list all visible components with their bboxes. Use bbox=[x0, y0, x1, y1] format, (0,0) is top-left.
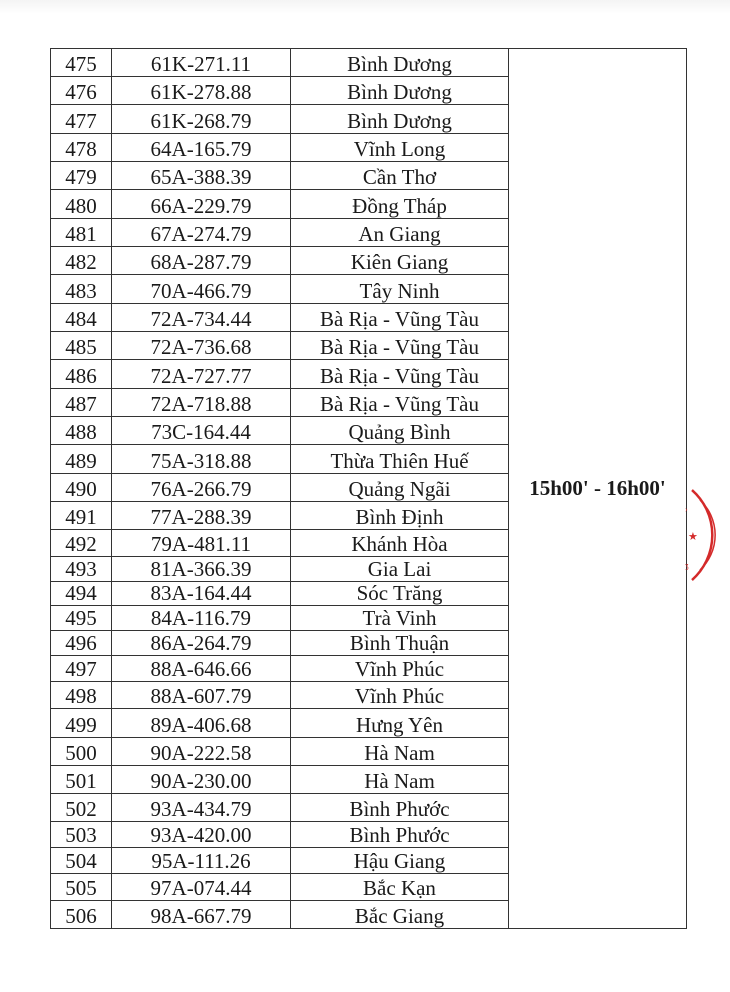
province-cell bbox=[291, 606, 509, 631]
row-number: 493 bbox=[65, 557, 97, 581]
license-plate-cell bbox=[112, 557, 291, 582]
svg-text:›: › bbox=[685, 505, 688, 514]
license-plate-cell bbox=[112, 474, 291, 502]
row-number-cell bbox=[51, 219, 112, 247]
license-plate: 98A-667.79 bbox=[150, 904, 252, 928]
province: Hậu Giang bbox=[353, 849, 446, 873]
row-number-cell bbox=[51, 557, 112, 582]
license-plate-cell bbox=[112, 389, 291, 417]
license-plate-cell bbox=[112, 848, 291, 874]
province-cell bbox=[291, 502, 509, 530]
license-plate: 72A-718.88 bbox=[150, 392, 252, 416]
row-number-cell bbox=[51, 275, 112, 304]
license-plate: 89A-406.68 bbox=[150, 713, 252, 737]
province-cell bbox=[291, 682, 509, 709]
row-number-cell bbox=[51, 682, 112, 709]
province: Bình Phước bbox=[349, 823, 450, 847]
row-number: 506 bbox=[65, 904, 97, 928]
row-number-cell bbox=[51, 190, 112, 219]
row-number-cell bbox=[51, 105, 112, 134]
license-plate: 65A-388.39 bbox=[150, 165, 252, 189]
row-number-cell bbox=[51, 360, 112, 389]
row-number: 488 bbox=[65, 420, 97, 444]
province: Hà Nam bbox=[364, 769, 435, 793]
province-cell bbox=[291, 105, 509, 134]
row-number-cell bbox=[51, 304, 112, 332]
row-number-cell bbox=[51, 502, 112, 530]
license-plate-cell bbox=[112, 530, 291, 557]
license-plate: 70A-466.79 bbox=[150, 279, 252, 303]
province-cell bbox=[291, 49, 509, 77]
license-plate-cell bbox=[112, 162, 291, 190]
row-number-cell bbox=[51, 606, 112, 631]
province: Thừa Thiên Huế bbox=[330, 449, 469, 473]
license-plate-cell bbox=[112, 190, 291, 219]
license-plate-cell bbox=[112, 502, 291, 530]
row-number: 475 bbox=[65, 52, 97, 76]
svg-text:ʒ: ʒ bbox=[685, 561, 689, 570]
time-slot-cell bbox=[509, 49, 687, 929]
license-plate-cell bbox=[112, 656, 291, 682]
license-plate: 76A-266.79 bbox=[150, 477, 252, 501]
row-number: 477 bbox=[65, 109, 97, 133]
province-cell bbox=[291, 332, 509, 360]
row-number-cell bbox=[51, 874, 112, 901]
license-plate-cell bbox=[112, 77, 291, 105]
license-plate: 68A-287.79 bbox=[150, 250, 252, 274]
province: Bắc Giang bbox=[354, 904, 445, 928]
license-plate: 79A-481.11 bbox=[150, 532, 252, 556]
row-number-cell bbox=[51, 848, 112, 874]
row-number: 479 bbox=[65, 165, 97, 189]
province-cell bbox=[291, 417, 509, 445]
province: Bình Định bbox=[355, 505, 444, 529]
province: Hưng Yên bbox=[355, 713, 443, 737]
row-number-cell bbox=[51, 134, 112, 162]
province-cell bbox=[291, 766, 509, 794]
province-cell bbox=[291, 474, 509, 502]
province: Sóc Trăng bbox=[356, 581, 443, 605]
license-plate: 88A-607.79 bbox=[150, 684, 252, 708]
row-number: 502 bbox=[65, 797, 97, 821]
license-plate-cell bbox=[112, 901, 291, 929]
row-number: 480 bbox=[65, 194, 97, 218]
row-number-cell bbox=[51, 49, 112, 77]
province: Kiên Giang bbox=[350, 250, 449, 274]
row-number-cell bbox=[51, 162, 112, 190]
row-number: 483 bbox=[65, 279, 97, 303]
license-plate-cell bbox=[112, 332, 291, 360]
province-cell bbox=[291, 275, 509, 304]
row-number-cell bbox=[51, 709, 112, 738]
row-number: 489 bbox=[65, 449, 97, 473]
license-plate-cell bbox=[112, 822, 291, 848]
license-plate-cell bbox=[112, 247, 291, 275]
license-plate-cell bbox=[112, 105, 291, 134]
province: Hà Nam bbox=[364, 741, 435, 765]
license-plate-cell bbox=[112, 631, 291, 656]
province-cell bbox=[291, 134, 509, 162]
row-number-cell bbox=[51, 332, 112, 360]
province: Tây Ninh bbox=[359, 279, 440, 303]
province-cell bbox=[291, 219, 509, 247]
license-plate: 73C-164.44 bbox=[151, 420, 251, 444]
province-cell bbox=[291, 389, 509, 417]
table-row bbox=[51, 49, 687, 77]
license-plate: 90A-230.00 bbox=[150, 769, 252, 793]
row-number: 491 bbox=[65, 505, 97, 529]
license-plate: 64A-165.79 bbox=[150, 137, 252, 161]
province-cell bbox=[291, 445, 509, 474]
province-cell bbox=[291, 360, 509, 389]
province-cell bbox=[291, 901, 509, 929]
province-cell bbox=[291, 656, 509, 682]
row-number: 504 bbox=[65, 849, 97, 873]
row-number-cell bbox=[51, 738, 112, 766]
license-plate: 93A-420.00 bbox=[150, 823, 252, 847]
province-cell bbox=[291, 190, 509, 219]
license-plate-cell bbox=[112, 219, 291, 247]
row-number-cell bbox=[51, 389, 112, 417]
license-plate-cell bbox=[112, 738, 291, 766]
row-number: 499 bbox=[65, 713, 97, 737]
province-cell bbox=[291, 738, 509, 766]
row-number: 494 bbox=[65, 581, 97, 605]
row-number-cell bbox=[51, 901, 112, 929]
province: Vĩnh Phúc bbox=[354, 657, 445, 681]
license-plate: 61K-268.79 bbox=[150, 109, 252, 133]
license-plate: 61K-271.11 bbox=[150, 52, 252, 76]
license-plate-cell bbox=[112, 606, 291, 631]
province: Bình Dương bbox=[347, 80, 452, 104]
license-plate: 75A-318.88 bbox=[150, 449, 252, 473]
row-number: 482 bbox=[65, 250, 97, 274]
license-plate-cell bbox=[112, 275, 291, 304]
province: Quảng Bình bbox=[348, 420, 451, 444]
row-number-cell bbox=[51, 766, 112, 794]
row-number: 495 bbox=[65, 606, 97, 630]
row-number-cell bbox=[51, 474, 112, 502]
province: Quảng Ngãi bbox=[348, 477, 451, 501]
province: Gia Lai bbox=[367, 557, 432, 581]
province-cell bbox=[291, 247, 509, 275]
license-plate: 66A-229.79 bbox=[150, 194, 252, 218]
province-cell bbox=[291, 77, 509, 105]
province: Đồng Tháp bbox=[352, 194, 447, 218]
license-plate: 81A-366.39 bbox=[150, 557, 252, 581]
row-number: 498 bbox=[65, 684, 97, 708]
row-number: 476 bbox=[65, 80, 97, 104]
province: Bà Rịa - Vũng Tàu bbox=[319, 307, 480, 331]
province-cell bbox=[291, 794, 509, 822]
row-number: 484 bbox=[65, 307, 97, 331]
row-number: 485 bbox=[65, 335, 97, 359]
scan-edge bbox=[0, 0, 730, 14]
license-plate-cell bbox=[112, 709, 291, 738]
license-plate: 72A-734.44 bbox=[150, 307, 252, 331]
license-plate: 77A-288.39 bbox=[150, 505, 252, 529]
license-plate: 95A-111.26 bbox=[151, 849, 251, 873]
province: Bình Phước bbox=[349, 797, 450, 821]
province: Bình Thuận bbox=[349, 631, 450, 655]
license-plate-cell bbox=[112, 304, 291, 332]
license-plate-cell bbox=[112, 682, 291, 709]
license-plate: 61K-278.88 bbox=[150, 80, 252, 104]
license-plate: 72A-727.77 bbox=[150, 364, 252, 388]
province: An Giang bbox=[358, 222, 441, 246]
license-plate-cell bbox=[112, 582, 291, 606]
time-slot: 15h00' - 16h00' bbox=[529, 475, 666, 500]
row-number-cell bbox=[51, 530, 112, 557]
license-plate-cell bbox=[112, 794, 291, 822]
province: Bà Rịa - Vũng Tàu bbox=[319, 392, 480, 416]
row-number-cell bbox=[51, 794, 112, 822]
province: Vĩnh Phúc bbox=[354, 684, 445, 708]
province-cell bbox=[291, 709, 509, 738]
license-plate: 86A-264.79 bbox=[150, 631, 252, 655]
row-number: 501 bbox=[65, 769, 97, 793]
license-plate-cell bbox=[112, 417, 291, 445]
license-plate: 90A-222.58 bbox=[150, 741, 252, 765]
row-number-cell bbox=[51, 656, 112, 682]
province: Bà Rịa - Vũng Tàu bbox=[319, 364, 480, 388]
star-icon: ★ bbox=[688, 531, 698, 543]
license-plate-cell bbox=[112, 445, 291, 474]
province-cell bbox=[291, 631, 509, 656]
license-plate-cell bbox=[112, 874, 291, 901]
province-cell bbox=[291, 557, 509, 582]
row-number: 487 bbox=[65, 392, 97, 416]
license-plate-cell bbox=[112, 49, 291, 77]
license-plate: 83A-164.44 bbox=[150, 581, 252, 605]
province-cell bbox=[291, 582, 509, 606]
license-plate: 67A-274.79 bbox=[150, 222, 252, 246]
row-number-cell bbox=[51, 77, 112, 105]
row-number: 478 bbox=[65, 137, 97, 161]
province-cell bbox=[291, 874, 509, 901]
province: Bà Rịa - Vũng Tàu bbox=[319, 335, 480, 359]
province-cell bbox=[291, 304, 509, 332]
red-seal-stamp bbox=[680, 480, 730, 590]
row-number-cell bbox=[51, 582, 112, 606]
license-plate-table bbox=[50, 48, 687, 929]
license-plate: 93A-434.79 bbox=[150, 797, 252, 821]
province: Bình Dương bbox=[347, 109, 452, 133]
license-plate: 84A-116.79 bbox=[150, 606, 252, 630]
row-number: 500 bbox=[65, 741, 97, 765]
row-number-cell bbox=[51, 631, 112, 656]
row-number: 490 bbox=[65, 477, 97, 501]
province: Vĩnh Long bbox=[353, 137, 446, 161]
province: Bình Dương bbox=[347, 52, 452, 76]
row-number: 481 bbox=[65, 222, 97, 246]
license-plate: 88A-646.66 bbox=[150, 657, 252, 681]
province-cell bbox=[291, 822, 509, 848]
row-number-cell bbox=[51, 445, 112, 474]
province: Khánh Hòa bbox=[351, 532, 448, 556]
province-cell bbox=[291, 530, 509, 557]
row-number: 486 bbox=[65, 364, 97, 388]
province: Bắc Kạn bbox=[363, 876, 436, 900]
license-plate: 72A-736.68 bbox=[150, 335, 252, 359]
row-number: 503 bbox=[65, 823, 97, 847]
row-number: 505 bbox=[65, 876, 97, 900]
province-cell bbox=[291, 162, 509, 190]
row-number-cell bbox=[51, 417, 112, 445]
row-number-cell bbox=[51, 247, 112, 275]
province: Cần Thơ bbox=[362, 165, 437, 189]
row-number-cell bbox=[51, 822, 112, 848]
row-number: 492 bbox=[65, 532, 97, 556]
province: Trà Vinh bbox=[362, 606, 437, 630]
province-cell bbox=[291, 848, 509, 874]
license-plate-cell bbox=[112, 134, 291, 162]
license-plate-cell bbox=[112, 766, 291, 794]
row-number: 497 bbox=[65, 657, 97, 681]
license-plate: 97A-074.44 bbox=[150, 876, 252, 900]
row-number: 496 bbox=[65, 631, 97, 655]
license-plate-cell bbox=[112, 360, 291, 389]
